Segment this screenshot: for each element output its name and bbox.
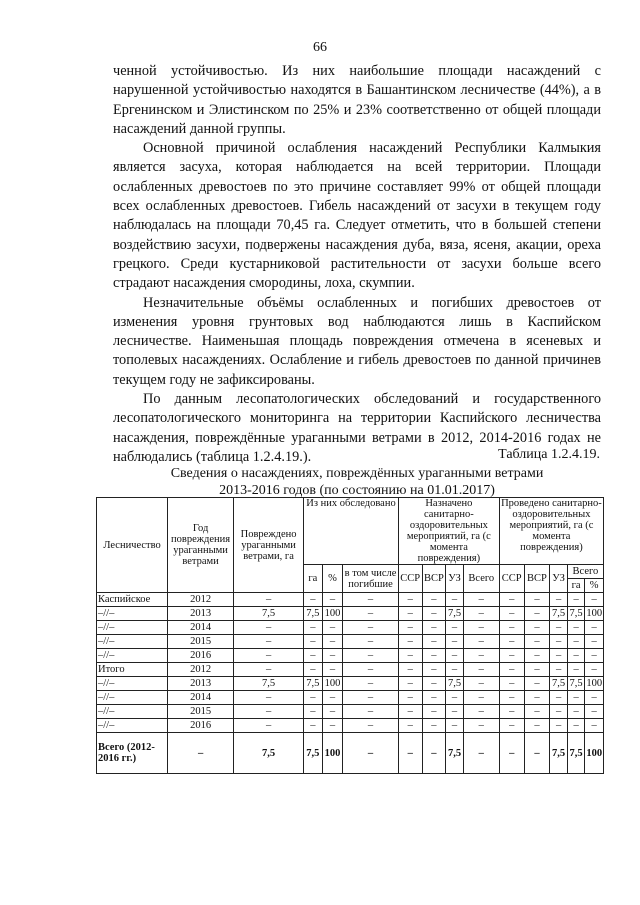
table-cell: –	[524, 593, 550, 607]
table-cell: –	[499, 635, 524, 649]
table-cell: 7,5	[446, 733, 464, 774]
table-cell: –	[585, 691, 604, 705]
row-label: –//–	[97, 635, 168, 649]
table-cell: –	[398, 635, 422, 649]
table-row	[97, 621, 604, 635]
header-ga: га	[304, 565, 323, 593]
table-cell: –	[463, 621, 499, 635]
table-cell: –	[567, 705, 585, 719]
table-cell: –	[550, 649, 568, 663]
table-cell: –	[524, 705, 550, 719]
header-surveyed: Из них обследовано	[304, 498, 399, 565]
table-cell: 7,5	[304, 677, 323, 691]
table-cell: –	[446, 691, 464, 705]
table-cell: –	[422, 663, 446, 677]
header-total: Всего	[463, 565, 499, 593]
table-cell: –	[524, 691, 550, 705]
table-cell: 2016	[168, 649, 234, 663]
table-cell: 7,5	[550, 677, 568, 691]
table-cell: 7,5	[234, 677, 304, 691]
table-cell: 100	[322, 607, 343, 621]
table-cell: 100	[586, 608, 603, 619]
table-cell: –	[343, 691, 399, 705]
header-ssr: ССР	[398, 565, 422, 593]
table-cell: 2013	[168, 677, 234, 691]
body-text	[113, 62, 601, 467]
table-cell: –	[304, 705, 323, 719]
table-cell: –	[524, 719, 550, 733]
table-cell: –	[422, 621, 446, 635]
table-cell: –	[343, 663, 399, 677]
table-cell: –	[398, 733, 422, 774]
row-label: –//–	[97, 691, 168, 705]
table-row	[97, 649, 604, 663]
page-number: 66	[313, 40, 327, 55]
table-cell: –	[398, 719, 422, 733]
header-percent: %	[585, 579, 604, 593]
table-cell: 100	[586, 678, 603, 689]
table-cell: –	[234, 593, 304, 607]
table-cell: –	[234, 663, 304, 677]
table-cell: –	[446, 635, 464, 649]
table-row	[97, 705, 604, 719]
table-title-line: Сведения о насаждениях, повреждённых ураганными ветрами	[170, 466, 544, 481]
total-row	[97, 733, 604, 774]
table-cell: –	[567, 663, 585, 677]
header-year: Год повреждения ураганными ветрами	[168, 498, 234, 593]
table-cell: –	[422, 733, 446, 774]
table-cell: 2012	[168, 663, 234, 677]
table-cell: 7,5	[304, 733, 323, 774]
table-row	[97, 635, 604, 649]
table-cell: –	[446, 719, 464, 733]
table-cell: –	[398, 663, 422, 677]
row-label: –//–	[97, 677, 168, 691]
table-cell: –	[322, 649, 343, 663]
table-cell: 100	[585, 733, 604, 774]
header-assigned: Назначено санитарно-оздоровительных мероприятий, га (с момента повреждения)	[398, 498, 499, 565]
table-row	[97, 593, 604, 607]
table-cell: –	[234, 719, 304, 733]
table-cell: –	[567, 593, 585, 607]
table-cell: –	[463, 719, 499, 733]
table-cell: –	[463, 691, 499, 705]
header-damaged: Повреждено ураганными ветрами, га	[234, 498, 304, 593]
table-cell: –	[499, 621, 524, 635]
table-cell: –	[422, 691, 446, 705]
header-performed: Проведено санитарно-оздоровительных мероприятий, га (с момента повреждения)	[499, 498, 603, 565]
table-cell: –	[585, 663, 604, 677]
table-cell: –	[234, 705, 304, 719]
table-cell: –	[524, 677, 550, 691]
table-cell: –	[234, 635, 304, 649]
table-cell: –	[446, 705, 464, 719]
table-cell: –	[422, 719, 446, 733]
table-cell: –	[550, 705, 568, 719]
table-cell: 7,5	[234, 733, 304, 774]
table-cell: –	[343, 635, 399, 649]
table-cell: –	[343, 593, 399, 607]
table-cell: –	[322, 719, 343, 733]
table-cell: –	[234, 621, 304, 635]
table-cell: –	[567, 635, 585, 649]
table-cell: –	[463, 607, 499, 621]
table-cell: –	[567, 691, 585, 705]
table-cell: –	[567, 621, 585, 635]
table-cell: –	[343, 677, 399, 691]
table-cell: –	[398, 593, 422, 607]
table-cell: 2015	[168, 635, 234, 649]
paragraph: Незначительные объёмы ослабленных и погибших древостоев от изменения уровня грунтовых вод наблюдаются лишь в Каспийском лесничестве. Наименьшая площадь повреждения отмечена в ясеневых и тополевых насаждениях. Ослабление и гибель древостоев по данной причинев текущем году не зафиксированы.	[113, 294, 601, 388]
table-cell: –	[343, 733, 399, 774]
table-cell: –	[585, 593, 604, 607]
table-cell: –	[422, 607, 446, 621]
table-cell: 100	[322, 677, 343, 691]
table-cell: –	[524, 663, 550, 677]
table-cell: –	[322, 635, 343, 649]
table-cell: –	[322, 663, 343, 677]
header-uz: УЗ	[446, 565, 464, 593]
table-cell: –	[499, 719, 524, 733]
table-cell: –	[463, 705, 499, 719]
table-cell: –	[499, 649, 524, 663]
table-cell: –	[398, 649, 422, 663]
data-table	[96, 497, 604, 774]
row-label: Каспийское	[97, 593, 168, 607]
table-cell: 7,5	[234, 607, 304, 621]
table-cell: 2015	[168, 705, 234, 719]
table-cell: 7,5	[550, 733, 568, 774]
header-vsr: ВСР	[422, 565, 446, 593]
table-cell: –	[463, 635, 499, 649]
table-cell: 2014	[168, 691, 234, 705]
table-cell: 7,5	[304, 607, 323, 621]
table-cell: –	[524, 635, 550, 649]
table-cell: 7,5	[550, 607, 568, 621]
table-title-line: 2013-2016 годов (по состоянию на 01.01.2017)	[219, 483, 495, 498]
table-row	[97, 607, 604, 621]
table-cell: –	[524, 733, 550, 774]
table-cell: –	[585, 635, 604, 649]
table-cell: –	[463, 677, 499, 691]
table-cell: –	[422, 635, 446, 649]
table-cell: –	[422, 705, 446, 719]
table-cell: –	[499, 691, 524, 705]
table-cell: –	[398, 705, 422, 719]
table-cell: 100	[322, 733, 343, 774]
table-cell: –	[446, 593, 464, 607]
table-cell: 7,5	[567, 733, 585, 774]
table-cell: –	[398, 691, 422, 705]
table-cell: –	[304, 663, 323, 677]
row-label: –//–	[97, 705, 168, 719]
table-cell: –	[524, 621, 550, 635]
table-cell: –	[234, 649, 304, 663]
table-cell: –	[567, 719, 585, 733]
table-cell: –	[343, 621, 399, 635]
header-ga: га	[567, 579, 585, 593]
table-cell: –	[550, 691, 568, 705]
table-cell: –	[343, 719, 399, 733]
table-cell: –	[234, 691, 304, 705]
table-cell: –	[499, 593, 524, 607]
table-cell: –	[567, 649, 585, 663]
table-cell: –	[550, 663, 568, 677]
table-cell: –	[322, 691, 343, 705]
table-row	[97, 719, 604, 733]
table-cell: –	[524, 649, 550, 663]
table-cell: –	[463, 593, 499, 607]
table-cell: –	[422, 649, 446, 663]
header-dead: в том числе погибшие	[343, 565, 399, 593]
table-cell: –	[304, 719, 323, 733]
table-cell: 2014	[168, 621, 234, 635]
table-row	[97, 677, 604, 691]
table-cell: –	[524, 607, 550, 621]
table-cell: 7,5	[567, 607, 585, 621]
header-total: Всего	[567, 565, 603, 579]
header-ssr: ССР	[499, 565, 524, 593]
table-cell: –	[463, 649, 499, 663]
table-cell: –	[550, 621, 568, 635]
header-uz: УЗ	[550, 565, 568, 593]
paragraph: Основной причиной ослабления насаждений Республики Калмыкия является засуха, которая наблюдается на всей территории. Площади ослабленных древостоев по это причине составляет 99% от общей площади всех ослабленных древостоев. Гибель насаждений от засухи в текущем году наблюдалась на площади 70,45 га. Следует отметить, что в большей степени воздействию засухи, подвержены насаждения дуба, вяза, ясеня, акации, ореха грецкого. Среди кустарниковой растительности от засухи больше всего страдают насаждения смородины, лоха, скумпии.	[113, 140, 601, 292]
table-cell: –	[322, 705, 343, 719]
table-cell: –	[463, 733, 499, 774]
table-cell: –	[304, 649, 323, 663]
table-cell: 2013	[168, 607, 234, 621]
table-cell: –	[322, 593, 343, 607]
table-cell: 7,5	[446, 677, 464, 691]
table-cell: –	[446, 663, 464, 677]
table-cell: –	[585, 719, 604, 733]
table-cell: 2016	[168, 719, 234, 733]
header-vsr: ВСР	[524, 565, 550, 593]
table-cell: –	[499, 607, 524, 621]
table-cell: –	[463, 663, 499, 677]
table-cell: –	[499, 705, 524, 719]
table-cell: –	[499, 677, 524, 691]
row-label: –//–	[97, 607, 168, 621]
header-lesnichestvo: Лесничество	[97, 498, 168, 593]
table-cell: –	[422, 677, 446, 691]
table-cell: –	[322, 621, 343, 635]
table-cell: –	[499, 663, 524, 677]
row-label: –//–	[97, 719, 168, 733]
row-label: Итого	[97, 663, 168, 677]
table-cell: –	[304, 691, 323, 705]
table-cell: –	[585, 621, 604, 635]
table-cell: –	[304, 593, 323, 607]
paragraph: По данным лесопатологических обследований и государственного лесопатологического мониторинга на территории Каспийского лесничества насаждения, повреждённые ураганными ветрами в 2012, 2014-2016 годах не наблюдались (таблица 1.2.4.19.).	[113, 391, 601, 465]
row-label: Всего (2012-2016 гг.)	[97, 733, 168, 774]
table-cell: –	[550, 635, 568, 649]
table-cell: –	[304, 635, 323, 649]
table-cell: –	[398, 621, 422, 635]
table-row	[97, 663, 604, 677]
table-cell: –	[446, 621, 464, 635]
table-cell: –	[585, 705, 604, 719]
table-cell: –	[343, 705, 399, 719]
table-cell: 2012	[168, 593, 234, 607]
table-cell: –	[304, 621, 323, 635]
table-cell: 7,5	[567, 677, 585, 691]
table-cell: –	[398, 677, 422, 691]
table-cell: –	[168, 733, 234, 774]
table-cell: –	[550, 719, 568, 733]
row-label: –//–	[97, 621, 168, 635]
paragraph: ченной устойчивостью. Из них наибольшие площади насаждений с нарушенной устойчивостью находятся в Башантинском лесничестве (44%), а в Ергенинском и Элистинском по 25% и 23% соответственно от общей площади насаждений данной группы.	[113, 63, 601, 137]
table-cell: –	[398, 607, 422, 621]
table-cell: –	[499, 733, 524, 774]
table-label: Таблица 1.2.4.19.	[498, 447, 600, 462]
table-row	[97, 691, 604, 705]
table-cell: –	[585, 649, 604, 663]
table-cell: –	[422, 593, 446, 607]
table-cell: 7,5	[446, 607, 464, 621]
header-percent: %	[322, 565, 343, 593]
table-cell: –	[343, 649, 399, 663]
table-cell: –	[446, 649, 464, 663]
table-cell: –	[550, 593, 568, 607]
table-title	[110, 465, 604, 499]
table-cell: –	[343, 607, 399, 621]
row-label: –//–	[97, 649, 168, 663]
